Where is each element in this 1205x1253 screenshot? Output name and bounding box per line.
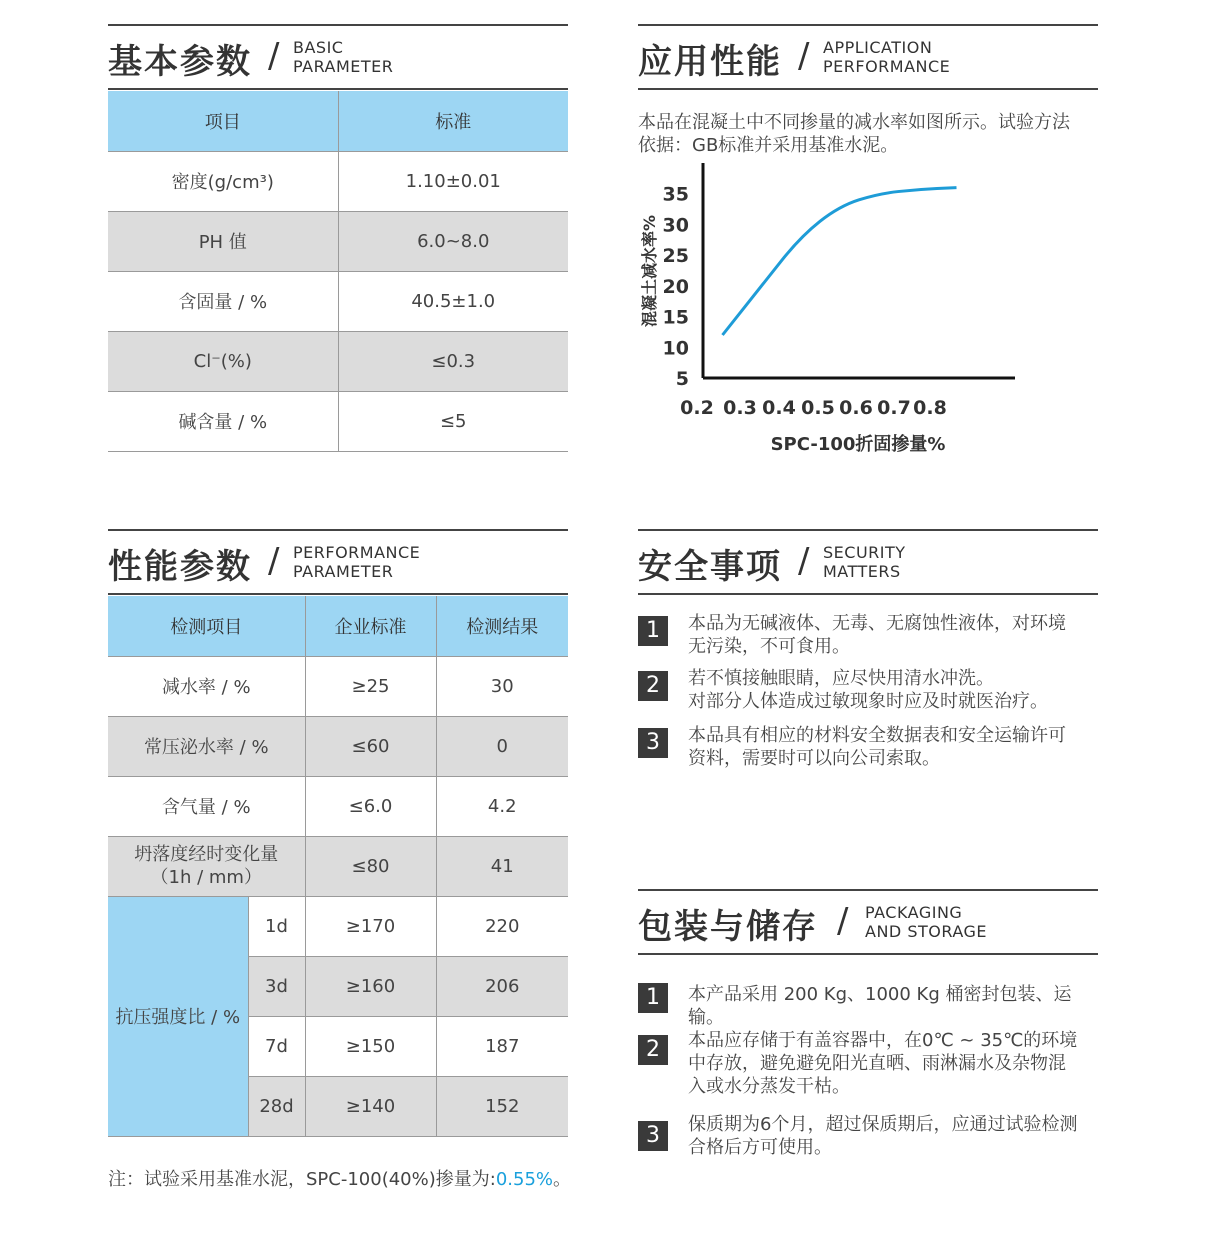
table-cell: 含气量 / % [108, 776, 305, 836]
chart-axes [703, 163, 1015, 378]
list-item: 3 本品具有相应的材料安全数据表和安全运输许可 资料，需要时可以向公司索取。 [638, 724, 1100, 774]
table-cell: Cl⁻(%) [108, 331, 338, 391]
table-row [108, 716, 568, 776]
x-tick-label: 0.4 [762, 397, 796, 419]
basic-parameter-table [108, 91, 568, 452]
table-cell: 187 [436, 1016, 568, 1076]
list-item: 1 本品为无碱液体、无毒、无腐蚀性液体，对环境 无污染，不可食用。 [638, 612, 1100, 662]
table-cell: ≤60 [305, 716, 436, 776]
section-title-en: APPLICATION PERFORMANCE [823, 38, 951, 76]
section-title-en: BASIC PARAMETER [293, 38, 394, 76]
table-row [108, 836, 568, 896]
table-cell: ≤5 [338, 391, 568, 451]
title-slash: / [837, 901, 849, 941]
table-cell: 41 [436, 836, 568, 896]
x-tick-label: 0.2 [680, 397, 714, 419]
table-cell: 0 [436, 716, 568, 776]
header-cell: 企业标准 [305, 596, 436, 656]
table-cell: ≥25 [305, 656, 436, 716]
x-tick-label: 0.5 [801, 397, 835, 419]
table-row [108, 776, 568, 836]
table-cell: 7d [248, 1016, 305, 1076]
table-cell: 含固量 / % [108, 271, 338, 331]
y-tick-label: 30 [662, 214, 689, 237]
x-tick-label: 0.8 [913, 397, 947, 419]
section-title-en: SECURITY MATTERS [823, 543, 906, 581]
table-row [108, 656, 568, 716]
header-cell: 检测项目 [108, 596, 305, 656]
y-tick-labels [663, 184, 689, 390]
section-title-zh: 安全事项 [638, 547, 782, 587]
x-tick-label: 0.6 [839, 397, 873, 419]
table-cell: 6.0~8.0 [338, 211, 568, 271]
table-cell: 减水率 / % [108, 656, 305, 716]
water-reduction-chart [630, 158, 1040, 468]
y-tick-label: 5 [675, 368, 689, 390]
header-cell: 项目 [108, 91, 338, 151]
title-slash: / [268, 36, 280, 76]
table-cell: 40.5±1.0 [338, 271, 568, 331]
list-item: 2 本品应存储于有盖容器中，在0℃ ~ 35℃的环境 中存放，避免避免阳光直晒、雨淋漏水及杂物混 入或水分蒸发干枯。 [638, 1029, 1100, 1101]
packaging-storage-header [638, 889, 1098, 955]
list-item: 2 若不慎接触眼睛，应尽快用清水冲洗。 对部分人体造成过敏现象时应及时就医治疗。 [638, 667, 1100, 717]
table-header-row [108, 91, 568, 151]
table-cell: 30 [436, 656, 568, 716]
table-cell: ≤6.0 [305, 776, 436, 836]
table-row [108, 391, 568, 451]
table-row [108, 271, 568, 331]
table-row [108, 151, 568, 211]
x-tick-labels [680, 397, 947, 419]
table-cell: ≥150 [305, 1016, 436, 1076]
section-title-en: PERFORMANCE PARAMETER [293, 543, 421, 581]
performance-parameter-table [108, 596, 568, 1137]
strength-ratio-label: 抗压强度比 / % [108, 896, 248, 1136]
table-cell: 220 [436, 896, 568, 956]
section-title-zh: 基本参数 [108, 42, 252, 82]
table-cell: 3d [248, 956, 305, 1016]
table-cell: 碱含量 / % [108, 391, 338, 451]
x-tick-label: 0.3 [723, 397, 757, 419]
table-row [108, 896, 568, 956]
title-slash: / [268, 541, 280, 581]
number-badge: 3 [638, 728, 668, 758]
series-line [723, 188, 957, 335]
y-tick-label: 25 [662, 245, 689, 268]
section-title-zh: 包装与储存 [638, 907, 818, 947]
table-cell: ≤80 [305, 836, 436, 896]
x-tick-label: 0.7 [877, 397, 911, 419]
table-cell: 常压泌水率 / % [108, 716, 305, 776]
number-badge: 2 [638, 1035, 668, 1065]
table-cell: ≥170 [305, 896, 436, 956]
application-description: 本品在混凝土中不同掺量的减水率如图所示。试验方法 依据：GB标准并采用基准水泥。 [638, 112, 1070, 156]
table-cell: 152 [436, 1076, 568, 1136]
table-cell: 密度(g/cm³) [108, 151, 338, 211]
y-tick-label: 15 [662, 306, 689, 329]
section-title-en: PACKAGING AND STORAGE [865, 903, 987, 941]
number-badge: 1 [638, 983, 668, 1013]
table-cell: 4.2 [436, 776, 568, 836]
table-row [108, 331, 568, 391]
table-cell: 1.10±0.01 [338, 151, 568, 211]
table-cell: PH 值 [108, 211, 338, 271]
title-slash: / [798, 541, 810, 581]
header-cell: 标准 [338, 91, 568, 151]
number-badge: 1 [638, 616, 668, 646]
table-row [108, 211, 568, 271]
y-tick-label: 35 [662, 183, 689, 206]
y-axis-label: 混凝土减水率% [640, 214, 659, 328]
table-cell: 1d [248, 896, 305, 956]
table-cell: ≥140 [305, 1076, 436, 1136]
section-title-zh: 性能参数 [108, 547, 252, 587]
table-cell: ≥160 [305, 956, 436, 1016]
table-header-row [108, 596, 568, 656]
dosage-value: 0.55% [495, 1169, 554, 1190]
table-cell: 206 [436, 956, 568, 1016]
number-badge: 3 [638, 1121, 668, 1151]
header-cell: 检测结果 [436, 596, 568, 656]
section-title-zh: 应用性能 [638, 42, 782, 82]
application-performance-header [638, 24, 1098, 90]
table-cell: 28d [248, 1076, 305, 1136]
performance-parameter-header [108, 529, 568, 595]
security-matters-header [638, 529, 1098, 595]
list-item: 1 本产品采用 200 Kg、1000 Kg 桶密封包装、运输。 [638, 979, 1100, 1019]
list-item: 3 保质期为6个月，超过保质期后，应通过试验检测 合格后方可使用。 [638, 1113, 1100, 1163]
table-cell: ≤0.3 [338, 331, 568, 391]
test-note: 注：试验采用基准水泥，SPC-100(40%)掺量为:0.55%。 [108, 1169, 572, 1190]
number-badge: 2 [638, 671, 668, 701]
title-slash: / [798, 36, 810, 76]
basic-parameter-header [108, 24, 568, 90]
x-axis-label: SPC-100折固掺量% [770, 434, 946, 455]
table-cell: 坍落度经时变化量 （1h / mm） [108, 836, 305, 896]
y-tick-label: 10 [662, 337, 689, 360]
chart-series [723, 188, 957, 335]
y-tick-label: 20 [662, 275, 689, 298]
